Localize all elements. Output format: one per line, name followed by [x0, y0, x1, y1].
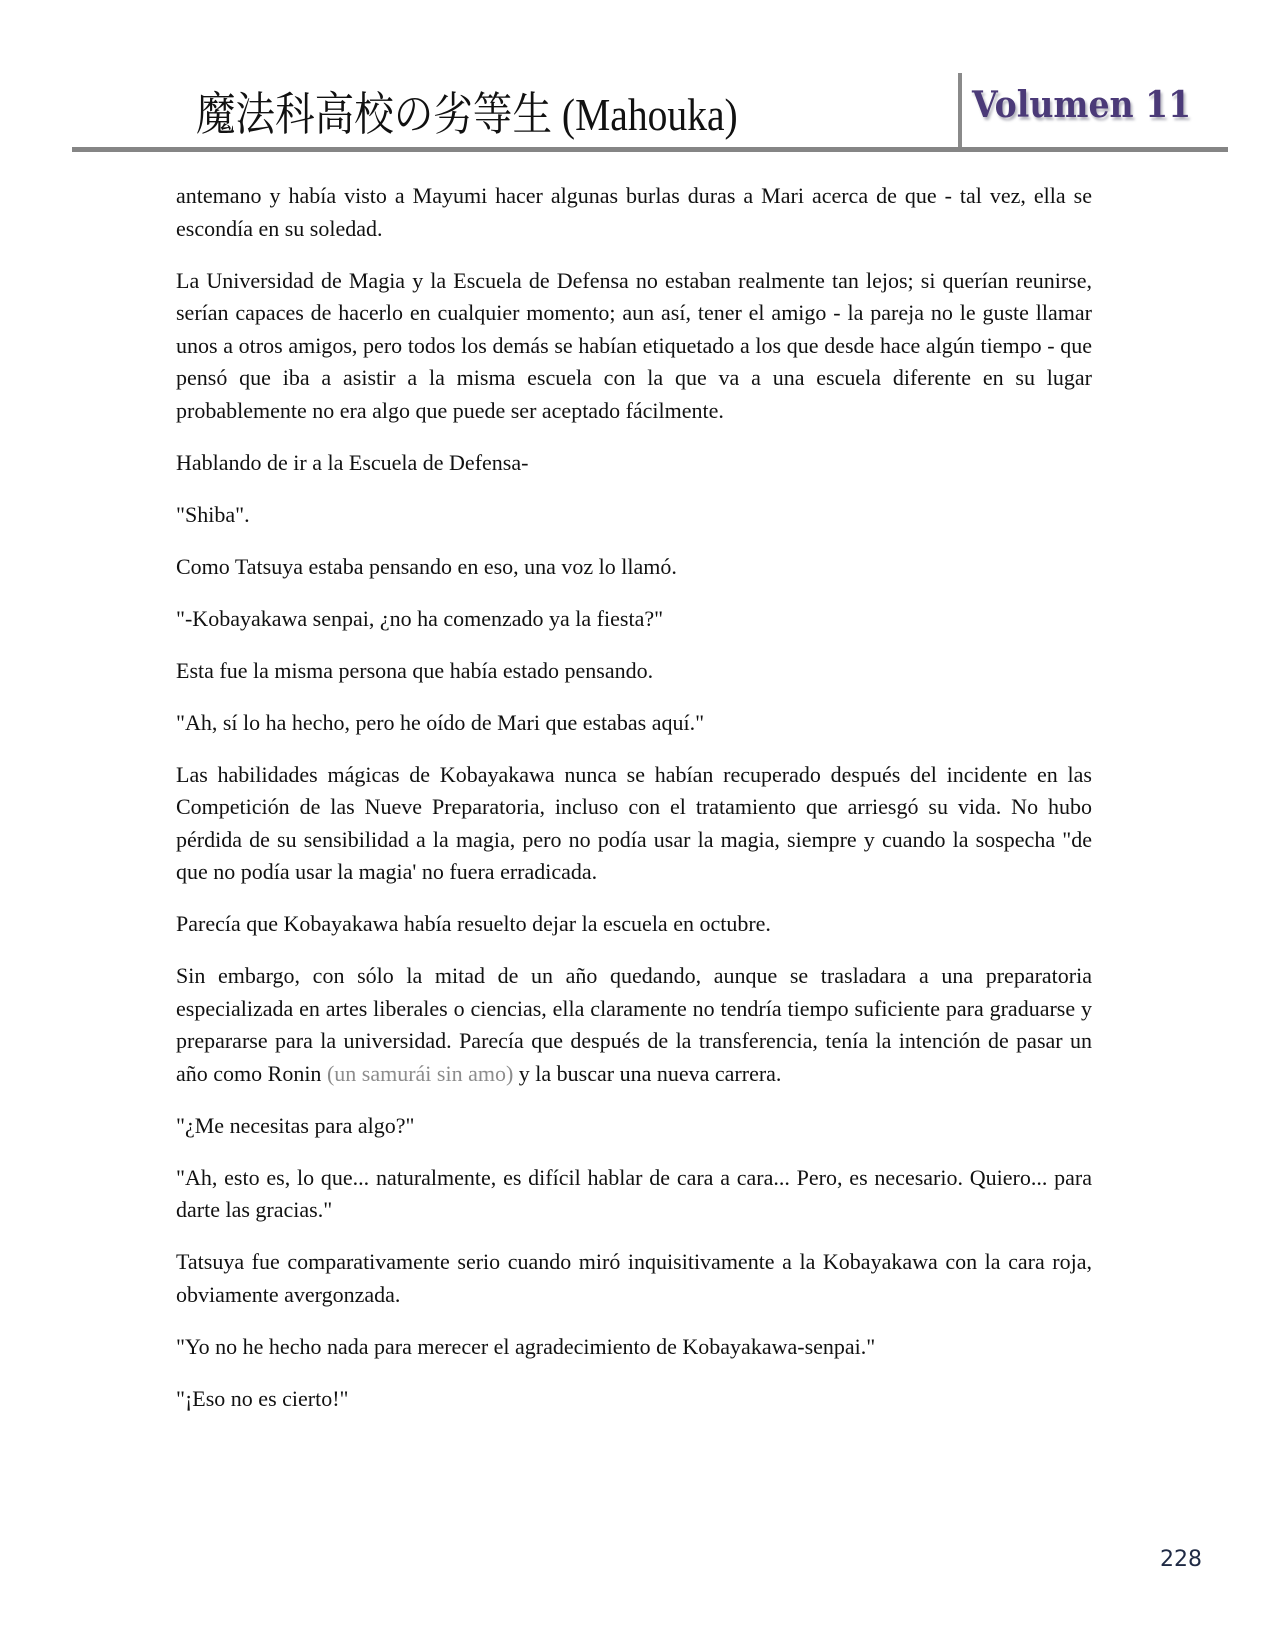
paragraph: Hablando de ir a la Escuela de Defensa- [176, 449, 529, 475]
book-title: 魔法科高校の劣等生 (Mahouka) [196, 89, 738, 140]
paragraph: "Yo no he hecho nada para merecer el agradecimiento de Kobayakawa-senpai." [176, 1333, 876, 1359]
paragraph: "-Kobayakawa senpai, ¿no ha comenzado ya la fiesta?" [176, 605, 664, 631]
paragraph: "Ah, sí lo ha hecho, pero he oído de Mari que estabas aquí." [176, 709, 705, 735]
paragraph-text: y la buscar una nueva carrera. [513, 1060, 782, 1086]
paragraph: Como Tatsuya estaba pensando en eso, una voz lo llamó. [176, 553, 677, 579]
body-text [176, 180, 1092, 1435]
paragraph: Las habilidades mágicas de Kobayakawa nunca se habían recuperado después del incidente en las Competición de las Nueve Preparatoria, incluso con el tratamiento que arriesgó su vida. No hubo pérdida de su sensibilidad a la magia, pero no podía usar la magia, siempre y cuando la sospecha "de que no podía usar la magia' no fuera erradicada. [176, 761, 1092, 884]
paragraph: "¡Eso no es cierto!" [176, 1385, 349, 1411]
paragraph: Esta fue la misma persona que había estado pensando. [176, 657, 654, 683]
page-number: 228 [1160, 1547, 1202, 1572]
header-separator [958, 73, 962, 151]
paragraph: Parecía que Kobayakawa había resuelto dejar la escuela en octubre. [176, 911, 771, 936]
paragraph [176, 960, 1092, 1090]
header-rule [72, 147, 1228, 152]
paragraph: La Universidad de Magia y la Escuela de Defensa no estaban realmente tan lejos; si querían reunirse, serían capaces de hacerlo en cualquier momento; aun así, tener el amigo - la pareja no le guste llamar unos a otros amigos, pero todos los demás se habían etiquetado a los que desde hace algún tiempo - que pensó que iba a asistir a la misma escuela con la que va a una escuela diferente en su lugar probablemente no era algo que puede ser aceptado fácilmente. [176, 267, 1092, 423]
volume-label: Volumen 11 [972, 84, 1192, 126]
paragraph: antemano y había visto a Mayumi hacer algunas burlas duras a Mari acerca de que - tal vez, ella se escondía en su soledad. [176, 183, 1092, 241]
translator-note: (un samurái sin amo) [326, 1060, 514, 1086]
paragraph: "¿Me necesitas para algo?" [176, 1112, 415, 1138]
paragraph: Tatsuya fue comparativamente serio cuando miró inquisitivamente a la Kobayakawa con la cara roja, obviamente avergonzada. [176, 1249, 1092, 1307]
paragraph-text: Sin embargo, con sólo la mitad de un año quedando, aunque se trasladara a una preparatoria especializada en artes liberales o ciencias, ella claramente no tendría tiempo suficiente para graduarse y prepararse para la universidad. Parecía que después de la transferencia, tenía la intención de pasar un año como Ronin [176, 963, 1092, 1086]
paragraph: "Shiba". [176, 501, 250, 527]
paragraph: "Ah, esto es, lo que... naturalmente, es difícil hablar de cara a cara... Pero, es necesario. Quiero... para darte las gracias." [176, 1164, 1092, 1222]
